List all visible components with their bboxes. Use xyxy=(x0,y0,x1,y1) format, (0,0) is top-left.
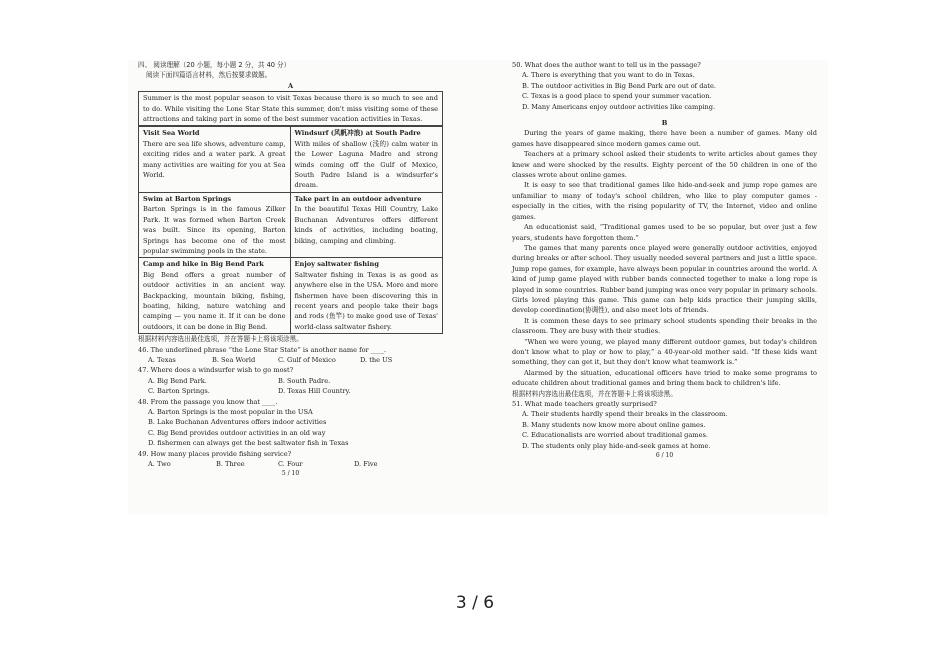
paragraph: It is common these days to see primary school students spending their breaks in the classroom. They are busy with their studies. xyxy=(512,316,817,336)
attractions-table xyxy=(138,126,443,334)
option: D. the US xyxy=(360,355,393,364)
cell-body: In the beautiful Texas Hill Country, Lake Buchanan Adventures offers different kinds of activities, including boating, biking, camping and climbing. xyxy=(294,205,438,245)
paragraph: Alarmed by the situation, educational officers have tried to make some programs to educate children about traditional games and bring them back to children's life. xyxy=(512,368,817,388)
cell-title: Swim at Barton Springs xyxy=(143,194,232,203)
page-number: 5 / 10 xyxy=(281,470,300,478)
table-cell xyxy=(139,192,291,257)
paragraph: An educationist said, “Traditional games used to be so popular, but over just a few years, students have forgotten them.” xyxy=(512,223,817,242)
passage-label-a: A xyxy=(287,81,294,90)
cell-title: Take part in an outdoor adventure xyxy=(294,194,422,203)
cell-title: Visit Sea World xyxy=(143,129,200,138)
paragraph: Teachers at a primary school asked their students to write articles about games they knew and were shocked by the results. Eighty percent of the 50 children in one of the classes wrote about online games. xyxy=(512,150,817,180)
paragraph: The games that many parents once played were generally outdoor activities, enjoyed during breaks or after school. They usually needed several partners and just a little space. Jump rope games, for example, have always been popular in countries around the world. A kind of jump game played with rubber bands connected together to make a long rope is played in some countries. Rubber band jumping was once very popular in primary schools. Girls loved playing this game. This game can help kids practice their jumping skills, develop coordination(协调性), and also meet lots of friends. xyxy=(512,243,817,315)
cell-body: With miles of shallow (浅的) calm water in the Lower Laguna Madre and strong winds coming off the Gulf of Mexico, South Padre Island is a windsurfer's dream. xyxy=(294,139,438,190)
option: A. Two xyxy=(148,460,171,469)
question-49: 49. How many places provide fishing service? xyxy=(138,449,292,458)
table-cell xyxy=(139,257,291,333)
option: C. Barton Springs. xyxy=(148,387,210,396)
question-51: 51. What made teachers greatly surprised? xyxy=(512,400,657,408)
left-page xyxy=(138,60,443,480)
option: D. Many Americans enjoy outdoor activities like camping. xyxy=(522,102,716,111)
passage-a-intro: Summer is the most popular season to visit Texas because there is so much to see and to do. While visiting the Lone Star State this summer, don't miss visiting some of these attractions and taking part in some of the best summer vacation activities in Texas. xyxy=(138,91,443,126)
q47-options-row2 xyxy=(138,386,443,396)
cell-body: Barton Springs is in the famous Zilker Park. It was formed when Barton Creek was built. Since its opening, Barton Springs has become one of the most popular swimming pools in the state. xyxy=(143,205,286,255)
scanned-sheet xyxy=(128,60,828,515)
option: A. Their students hardly spend their breaks in the classroom. xyxy=(522,410,728,419)
option: C. Educationalists are worried about traditional games. xyxy=(522,431,708,440)
select-note: 根据材料内容选出最佳选项，并在答题卡上将该项涂黑。 xyxy=(138,335,303,344)
table-cell xyxy=(291,192,443,257)
option: D. fishermen can always get the best saltwater fish in Texas xyxy=(148,439,349,448)
option: B. Lake Buchanan Adventures offers indoor activities xyxy=(148,418,327,427)
option: C. Four xyxy=(278,460,303,469)
table-cell xyxy=(291,126,443,191)
question-46: 46. The underlined phrase “the Lone Star State” is another name for ____. xyxy=(138,345,387,354)
option: B. Three xyxy=(216,460,245,469)
option: A. Big Bend Park. xyxy=(148,376,207,385)
option: D. Five xyxy=(354,460,378,469)
table-cell xyxy=(139,126,291,191)
select-note: 根据材料内容选出最佳选项，并在答题卡上将该项涂黑。 xyxy=(512,389,677,398)
option: C. Gulf of Mexico xyxy=(278,355,336,364)
option: C. Texas is a good place to spend your summer vacation. xyxy=(522,92,712,101)
cell-body: Big Bend offers a great number of outdoor activities in an ancient way. Backpacking, mountain biking, fishing, boating, hiking, nature watching and camping — you name it. If it can be done outdoors, it can be done in Big Bend. xyxy=(143,270,286,331)
question-48: 48. From the passage you know that ____. xyxy=(138,397,278,406)
paragraph: It is easy to see that traditional games like hide-and-seek and jump rope games are unfamiliar to many of today's school children, who like to play computer games - especially in the cities, with the rising popularity of TV, the Internet, video and online games. xyxy=(512,181,817,221)
passage-label-b: B xyxy=(661,119,668,128)
option: A. Barton Springs is the most popular in the USA xyxy=(148,408,313,416)
q49-options xyxy=(138,459,443,469)
q46-options xyxy=(138,355,443,365)
right-page xyxy=(512,60,817,461)
table-cell xyxy=(291,257,443,333)
cell-title: Enjoy saltwater fishing xyxy=(294,260,379,269)
paragraph: During the years of game making, there have been a number of games. Many old games have disappeared since modern games came out. xyxy=(512,129,817,148)
page-indicator: 3 / 6 xyxy=(455,593,495,613)
question-47: 47. Where does a windsurfer wish to go most? xyxy=(138,366,294,375)
option: B. The outdoor activities in Big Bend Park are out of date. xyxy=(522,81,717,90)
page-number: 6 / 10 xyxy=(655,452,674,460)
cell-body: Saltwater fishing in Texas is as good as anywhere else in the USA. More and more fishermen have been discovering this in recent years and people take their bags and rods (鱼竿) to make good use of Texas' world-class saltwater fishery. xyxy=(294,270,438,331)
section-title: 四、 阅读理解（20 小题，每小题 2 分，共 40 分） xyxy=(138,61,291,69)
cell-title: Camp and hike in Big Bend Park xyxy=(143,260,264,269)
option: A. There is everything that you want to do in Texas. xyxy=(522,71,695,80)
instruction: 阅读下面四篇语言材料，然后按要求做题。 xyxy=(146,71,272,80)
cell-body: There are sea life shows, adventure camp, exciting rides and a water park. A great many activities are waiting for you at Sea World. xyxy=(143,139,286,180)
cell-title: Windsurf (风帆冲浪) at South Padre xyxy=(294,129,421,138)
question-50: 50. What does the author want to tell us in the passage? xyxy=(512,61,701,69)
option: C. Big Bend provides outdoor activities in an old way xyxy=(148,428,326,437)
option: B. Many students now know more about online games. xyxy=(522,420,706,429)
option: D. The students only play hide-and-seek games at home. xyxy=(522,441,711,450)
option: A. Texas xyxy=(148,355,176,364)
option: D. Texas Hill Country. xyxy=(278,387,351,396)
option: B. South Padre. xyxy=(278,376,331,385)
q47-options-row1 xyxy=(138,376,443,386)
option: B. Sea World xyxy=(212,355,256,364)
paragraph: “When we were young, we played many different outdoor games, but today's children don't know what to play or how to play,” a 40-year-old mother said. “If these kids want something, they can get it, but they don't know what teamwork is.” xyxy=(512,337,817,367)
